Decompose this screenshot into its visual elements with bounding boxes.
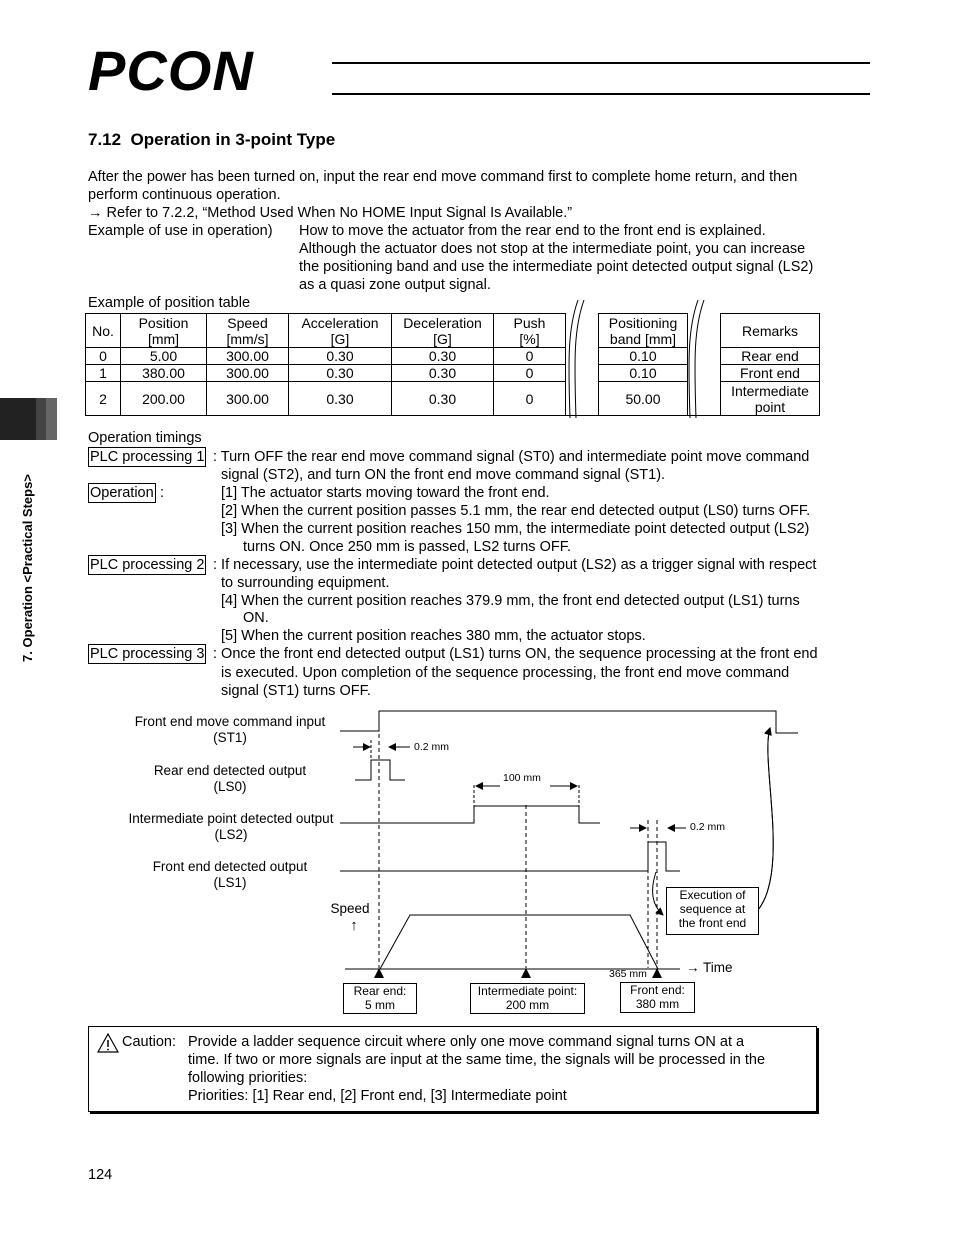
ls2-label: Intermediate point detected output (LS2) xyxy=(128,811,334,842)
cell: 0.30 xyxy=(392,382,494,416)
table-caption: Example of position table xyxy=(88,295,251,311)
header-cell: Deceleration [G] xyxy=(392,314,494,348)
cell: 0 xyxy=(494,348,566,365)
cell: 0.10 xyxy=(599,348,688,365)
cell: 0 xyxy=(494,382,566,416)
cell: 0.30 xyxy=(392,365,494,382)
plc2-line: [4] When the current position reaches 379.9 mm, the front end detected output (LS1) turns xyxy=(221,593,800,609)
cell: Intermediate point xyxy=(721,382,820,416)
cell: 2 xyxy=(86,382,121,416)
speed-label: Speed xyxy=(330,901,370,916)
operation-line: [2] When the current position passes 5.1 mm, the rear end detected output (LS0) turns OFF. xyxy=(221,503,811,519)
header-rule-bottom xyxy=(332,93,870,95)
dim-0-2mm-b: 0.2 mm xyxy=(690,821,726,833)
caution-line: Priorities: [1] Rear end, [2] Front end, [3] Intermediate point xyxy=(188,1088,567,1104)
plc1-line: : Turn OFF the rear end move command signal (ST0) and intermediate point move command xyxy=(213,449,810,465)
cell: 200.00 xyxy=(121,382,207,416)
caution-line: following priorities: xyxy=(188,1070,308,1086)
warning-icon xyxy=(97,1033,119,1053)
table-break-marks xyxy=(560,298,720,420)
operation-line: [1] The actuator starts moving toward the front end. xyxy=(221,485,550,501)
cell: 0 xyxy=(86,348,121,365)
header-rule-top xyxy=(332,62,870,64)
header-cell: Position [mm] xyxy=(121,314,207,348)
operation-label: Operation xyxy=(90,485,154,501)
plc3-line: : Once the front end detected output (LS1) turns ON, the sequence processing at the front end xyxy=(213,646,818,662)
intro-line-1: After the power has been turned on, input the rear end move command first to complete home return, and then xyxy=(88,169,798,185)
intro-reference: → Refer to 7.2.2, “Method Used When No HOME Input Signal Is Available.” xyxy=(88,205,573,221)
cell: 0.30 xyxy=(289,382,392,416)
page-number: 124 xyxy=(88,1167,113,1183)
cell: 300.00 xyxy=(207,365,289,382)
caution-box xyxy=(88,1026,817,1112)
caution-label: Caution: xyxy=(122,1034,177,1050)
time-label: → Time xyxy=(686,960,733,975)
st1-label: Front end move command input (ST1) xyxy=(134,714,326,745)
example-label: Example of use in operation) xyxy=(88,223,273,239)
example-line: Although the actuator does not stop at the intermediate point, you can increase xyxy=(299,241,806,257)
caution-line: Provide a ladder sequence circuit where only one move command signal turns ON at a xyxy=(188,1034,745,1050)
plc-processing-2-label: PLC processing 2 xyxy=(90,557,205,573)
execution-box: Execution of sequence at the front end xyxy=(666,887,759,935)
ls0-label: Rear end detected output (LS0) xyxy=(153,763,307,794)
front-end-box: Front end: 380 mm xyxy=(620,982,695,1013)
cell: 0.30 xyxy=(289,348,392,365)
header-cell: Remarks xyxy=(721,314,820,348)
plc3-line: is executed. Upon completion of the sequence processing, the front end move command xyxy=(221,665,790,681)
st1-signal xyxy=(340,711,798,733)
example-line: as a quasi zone output signal. xyxy=(299,277,491,293)
cell: 0 xyxy=(494,365,566,382)
side-tab-label: 7. Operation <Practical Steps> xyxy=(20,474,35,662)
operation-colon: : xyxy=(160,485,165,501)
section-title: 7.12 Operation in 3-point Type xyxy=(88,130,336,149)
cell: 300.00 xyxy=(207,348,289,365)
cell: 0.30 xyxy=(392,348,494,365)
ls0-signal xyxy=(355,760,405,780)
cell: 1 xyxy=(86,365,121,382)
plc-processing-1-label: PLC processing 1 xyxy=(90,449,205,465)
dim-0-2mm-a: 0.2 mm xyxy=(414,741,450,753)
ls1-signal xyxy=(340,842,680,871)
plc2-line: to surrounding equipment. xyxy=(221,575,390,591)
example-line: How to move the actuator from the rear end to the front end is explained. xyxy=(299,223,766,239)
operation-line: turns ON. Once 250 mm is passed, LS2 turns OFF. xyxy=(243,539,571,555)
operation-line: [3] When the current position reaches 150 mm, the intermediate point detected output (LS2) xyxy=(221,521,810,537)
cell: 0.30 xyxy=(289,365,392,382)
speed-profile xyxy=(380,915,658,969)
intro-line-2: perform continuous operation. xyxy=(88,187,281,203)
example-line: the positioning band and use the intermediate point detected output signal (LS2) xyxy=(299,259,814,275)
cell: Front end xyxy=(721,365,820,382)
plc3-line: signal (ST1) turns OFF. xyxy=(221,683,371,699)
plc1-line: signal (ST2), and turn ON the front end move command signal (ST1). xyxy=(221,467,666,483)
dim-100mm: 100 mm xyxy=(503,772,541,784)
plc-processing-3-label: PLC processing 3 xyxy=(90,646,205,662)
ls1-label: Front end detected output (LS1) xyxy=(152,859,308,890)
header-cell: No. xyxy=(86,314,121,348)
cell: 50.00 xyxy=(599,382,688,416)
cell: 0.10 xyxy=(599,365,688,382)
header-cell: Acceleration [G] xyxy=(289,314,392,348)
plc2-line: : If necessary, use the intermediate point detected output (LS2) as a trigger signal with respect xyxy=(213,557,817,573)
plc2-line: [5] When the current position reaches 380 mm, the actuator stops. xyxy=(221,628,646,644)
header-cell: Positioning band [mm] xyxy=(599,314,688,348)
rear-end-box: Rear end: 5 mm xyxy=(343,983,417,1014)
plc2-line: ON. xyxy=(243,610,269,626)
logo xyxy=(88,39,338,102)
header-cell: Speed [mm/s] xyxy=(207,314,289,348)
intermediate-point-box: Intermediate point: 200 mm xyxy=(470,983,585,1014)
dim-365mm: 365 mm xyxy=(609,968,647,980)
timings-title: Operation timings xyxy=(88,430,202,446)
cell: 300.00 xyxy=(207,382,289,416)
side-tab-block xyxy=(0,398,57,440)
speed-arrow: ↑ xyxy=(350,917,358,934)
cell: Rear end xyxy=(721,348,820,365)
cell: 380.00 xyxy=(121,365,207,382)
cell: 5.00 xyxy=(121,348,207,365)
logo-text: PCON xyxy=(88,39,254,102)
caution-line: time. If two or more signals are input at the same time, the signals will be processed in the xyxy=(188,1052,766,1068)
header-cell: Push [%] xyxy=(494,314,566,348)
